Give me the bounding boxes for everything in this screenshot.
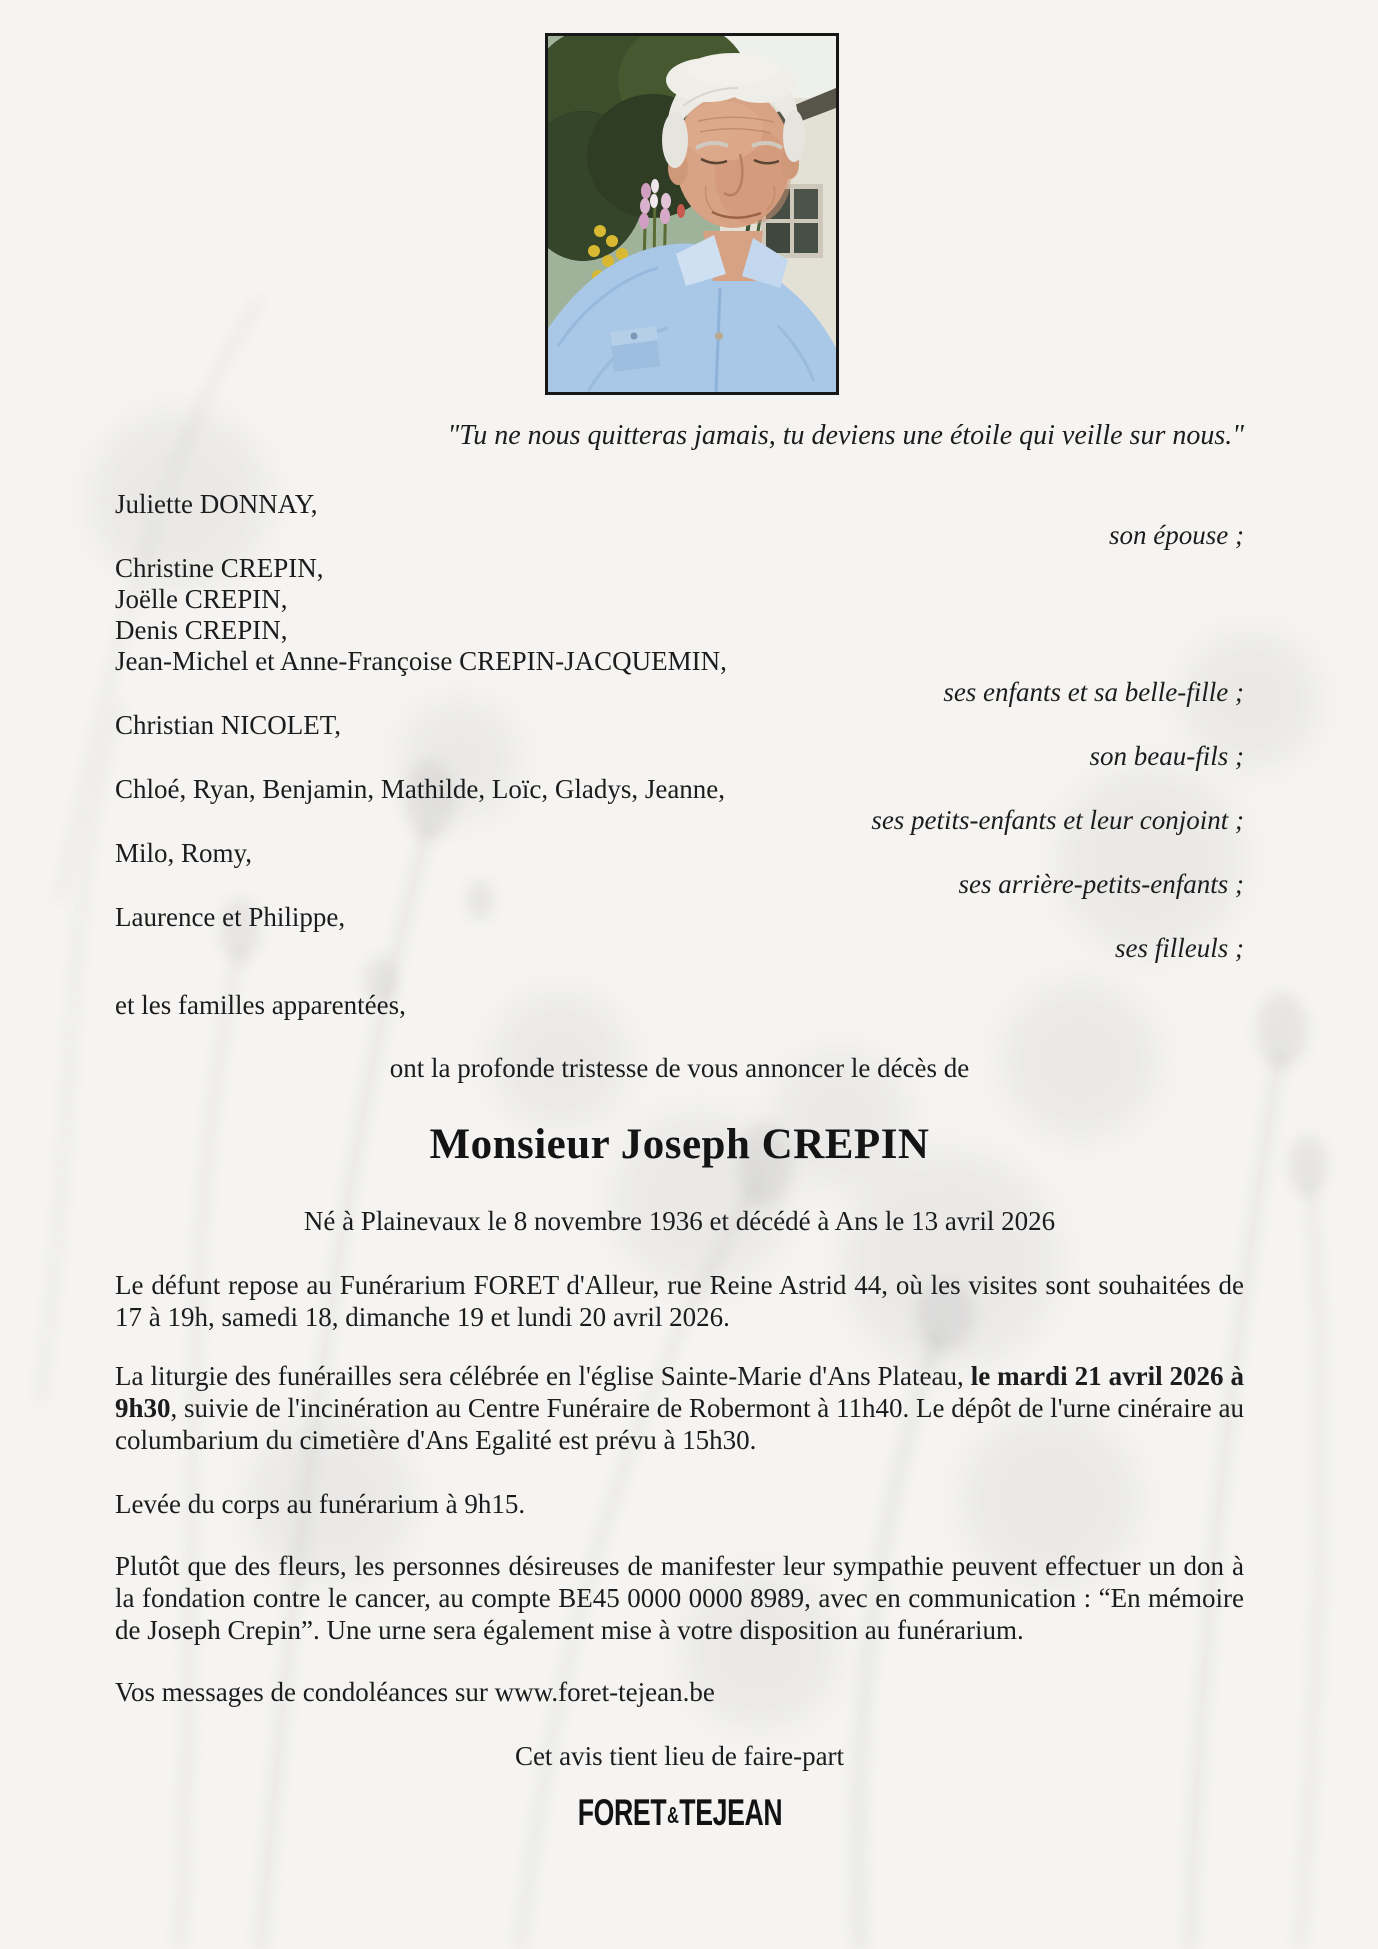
family-row-great-grandchildren [115,838,1244,900]
announcement-line: ont la profonde tristesse de vous annoncer le décès de [389,1053,970,1083]
paragraph-levee: Levée du corps au funérarium à 9h15. [115,1489,526,1519]
logo-tejean: TEJEAN [678,1792,782,1833]
logo-foret: FORET [577,1792,666,1833]
family-name: Milo, Romy, [115,838,253,868]
portrait-photo [545,33,839,395]
related-families-line: et les familles apparentées, [115,990,406,1020]
family-name: Jean-Michel et Anne-Françoise CREPIN-JACQUEMIN, [115,646,727,676]
relation-label: son épouse ; [1109,520,1244,550]
relation-label: ses enfants et sa belle-fille ; [943,677,1244,707]
liturgie-bold-date: le mardi 21 avril 2026 à 9h30 [115,1361,1245,1423]
liturgie-text-post: , suivie de l'incinération au Centre Funéraire de Robermont à 11h40. Le dépôt de l'urne cinéraire au columbarium du cimetière d'Ans Egalité est prévu à 15h30. [115,1393,1244,1455]
relation-label: ses filleuls ; [1115,933,1244,963]
memorial-quote: "Tu ne nous quitteras jamais, tu deviens une étoile qui veille sur nous." [447,420,1244,451]
relation-label: ses petits-enfants et leur conjoint ; [871,805,1244,835]
logo-ampersand: & [666,1802,679,1828]
liturgie-text-pre: La liturgie des funérailles sera célébrée en l'église Sainte-Marie d'Ans Plateau, [115,1361,971,1391]
family-list [115,489,1244,964]
relation-label: ses arrière-petits-enfants ; [958,869,1244,899]
family-row-grandchildren [115,774,1244,836]
paragraph-fleurs: Plutôt que des fleurs, les personnes désireuses de manifester leur sympathie peuvent effectuer un don à la fondation contre le cancer, au compte BE45 0000 0000 8989, avec en communication : “En mémoire de Joseph Crepin”. Une urne sera également mise à votre disposition au funérarium. [115,1551,1244,1645]
family-row-godchildren [115,902,1244,964]
family-row-children [115,553,1244,708]
paragraph-liturgie [115,1360,1244,1456]
condolences-line: Vos messages de condoléances sur www.foret-tejean.be [115,1677,715,1707]
faire-part-line: Cet avis tient lieu de faire-part [514,1741,845,1771]
funeral-home-logo [115,1792,1244,1835]
funeral-home-logo-text [577,1792,782,1835]
family-row-stepson [115,710,1244,772]
deceased-name-title: Monsieur Joseph CREPIN [429,1121,930,1168]
family-name: Joëlle CREPIN, [115,584,288,614]
family-name: Denis CREPIN, [115,615,288,645]
family-name: Juliette DONNAY, [115,489,318,519]
paragraph-repose: Le défunt repose au Funérarium FORET d'Alleur, rue Reine Astrid 44, où les visites sont souhaitées de 17 à 19h, samedi 18, dimanche 19 et lundi 20 avril 2026. [115,1270,1244,1332]
portrait-photo-frame [545,33,833,395]
announcement-column [0,419,1378,1835]
relation-label: son beau-fils ; [1089,741,1244,771]
family-name: Christian NICOLET, [115,710,341,740]
life-dates-line: Né à Plainevaux le 8 novembre 1936 et décédé à Ans le 13 avril 2026 [303,1206,1056,1236]
family-row-spouse [115,489,1244,551]
family-name: Chloé, Ryan, Benjamin, Mathilde, Loïc, Gladys, Jeanne, [115,774,726,804]
family-name: Laurence et Philippe, [115,902,346,932]
family-name: Christine CREPIN, [115,553,324,583]
